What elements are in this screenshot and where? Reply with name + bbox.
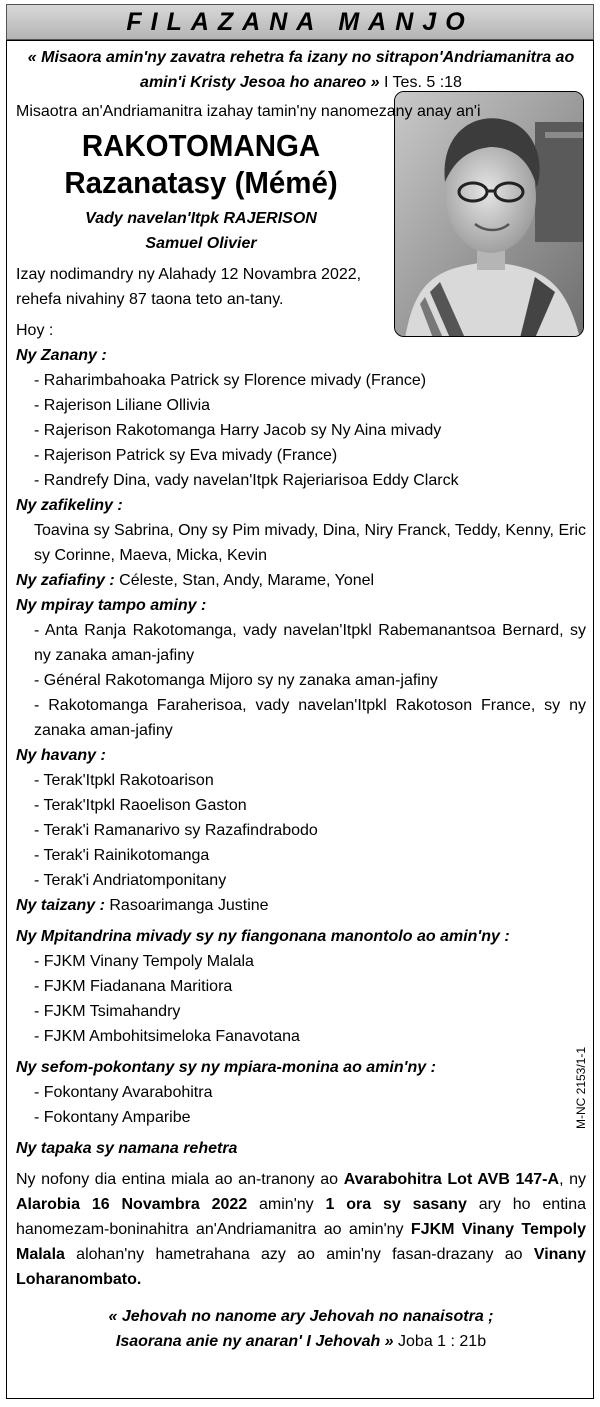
deceased-name-line2: Razanatasy (Mémé) (64, 165, 338, 200)
funeral-text: Ny nofony dia entina miala ao an-tranony ao (16, 1171, 344, 1188)
mpitandrina-label: Ny Mpitandrina mivady sy ny fiangonana manontolo ao amin'ny : (16, 928, 510, 945)
deceased-name-line1: RAKOTOMANGA (81, 128, 321, 163)
zafikeliny-text: Toavina sy Sabrina, Ony sy Pim mivady, Dina, Niry Franck, Teddy, Kenny, Eric sy Corinne, Maeva, Micka, Kevin (34, 522, 586, 564)
funeral-paragraph (16, 1167, 586, 1292)
taizany-text: Rasoarimanga Justine (109, 897, 269, 914)
mpitandrina-item: - FJKM Ambohitsimeloka Fanavotana (34, 1028, 300, 1045)
funeral-text: ary ho entina hanomezam-boninahitra an'Andriamanitra ao amin'ny (16, 1196, 586, 1238)
mpiray-tampo-label: Ny mpiray tampo aminy : (16, 597, 207, 614)
funeral-date: Alarobia 16 Novambra 2022 (16, 1196, 248, 1213)
mpitandrina-item: - FJKM Fiadanana Maritiora (34, 978, 233, 995)
funeral-text: amin'ny (247, 1196, 326, 1213)
mpiray-tampo-item: - Rakotomanga Faraherisoa, vady navelan'Itpkl Rakotoson France, sy ny zanaka aman-jafiny (34, 697, 586, 739)
funeral-time: 1 ora sy sasany (325, 1196, 467, 1213)
tapaka-label: Ny tapaka sy namana rehetra (16, 1140, 238, 1157)
death-line2: rehefa nivahiny 87 taona teto an-tany. (16, 291, 284, 308)
havany-label: Ny havany : (16, 747, 106, 764)
spouse-line2: Samuel Olivier (145, 235, 257, 252)
funeral-burial-place: Vinany Loharanombato. (16, 1246, 586, 1288)
zanany-item: - Rajerison Rakotomanga Harry Jacob sy Ny Aina mivady (34, 422, 442, 439)
zafiafiny-text: Céleste, Stan, Andy, Marame, Yonel (119, 572, 375, 589)
verse-bottom-line2-row (16, 1329, 586, 1354)
havany-item: - Terak'i Ramanarivo sy Razafindrabodo (34, 822, 318, 839)
zanany-item: - Rajerison Liliane Ollivia (34, 397, 211, 414)
sefom-pokontany-item: - Fokontany Avarabohitra (34, 1084, 213, 1101)
verse-bottom-line1: « Jehovah no nanome ary Jehovah no nanaisotra ; (108, 1308, 494, 1325)
taizany-label: Ny taizany : (16, 897, 105, 914)
havany-item: - Terak'Itpkl Raoelison Gaston (34, 797, 247, 814)
zanany-item: - Randrefy Dina, vady navelan'Itpk Rajeriarisoa Eddy Clarck (34, 472, 459, 489)
death-line1: Izay nodimandry ny Alahady 12 Novambra 2022, (16, 266, 362, 283)
funeral-church: FJKM Vinany Tempoly Malala (16, 1221, 586, 1263)
havany-item: - Terak'i Rainikotomanga (34, 847, 210, 864)
reference-code: M-NC 2153/1-1 (574, 1046, 588, 1130)
verse-bottom-ref: Joba 1 : 21b (398, 1333, 487, 1350)
mpitandrina-item: - FJKM Tsimahandry (34, 1003, 181, 1020)
mpitandrina-item: - FJKM Vinany Tempoly Malala (34, 953, 254, 970)
funeral-text: , ny (559, 1171, 587, 1188)
deceased-block (16, 128, 386, 312)
verse-top (16, 45, 586, 95)
taizany-row (16, 893, 586, 918)
zanany-item: - Rajerison Patrick sy Eva mivady (France) (34, 447, 338, 464)
zanany-item: - Raharimbahoaka Patrick sy Florence mivady (France) (34, 372, 427, 389)
zanany-label: Ny Zanany : (16, 347, 107, 364)
hoy-label: Hoy : (16, 322, 54, 339)
zafiafiny-label: Ny zafiafiny : (16, 572, 115, 589)
mpiray-tampo-item: - Anta Ranja Rakotomanga, vady navelan'Itpkl Rabemanantsoa Bernard, sy ny zanaka aman-jafiny (34, 622, 586, 664)
verse-top-text: « Misaora amin'ny zavatra rehetra fa izany no sitrapon'Andriamanitra ao amin'i Kristy Jesoa ho anareo » (27, 49, 575, 91)
sefom-pokontany-item: - Fokontany Amparibe (34, 1109, 191, 1126)
funeral-text: alohan'ny hametrahana azy ao amin'ny fasan-drazany ao (64, 1246, 534, 1263)
zafiafiny-row (16, 568, 586, 593)
sefom-pokontany-label: Ny sefom-pokontany sy ny mpiara-monina ao amin'ny : (16, 1059, 436, 1076)
notice-content (16, 45, 586, 1354)
spouse-line1: Vady navelan'Itpk RAJERISON (85, 210, 317, 227)
havany-item: - Terak'i Andriatomponitany (34, 872, 227, 889)
verse-top-ref: I Tes. 5 :18 (383, 74, 462, 91)
havany-item: - Terak'Itpkl Rakotoarison (34, 772, 214, 789)
banner-title: FILAZANA MANJO (126, 7, 474, 36)
mpiray-tampo-item: - Général Rakotomanga Mijoro sy ny zanaka aman-jafiny (34, 672, 438, 689)
intro-text: Misaotra an'Andriamanitra izahay tamin'ny nanomezany anay an'i (16, 103, 481, 120)
funeral-address: Avarabohitra Lot AVB 147-A (343, 1171, 560, 1188)
banner (6, 4, 594, 40)
verse-bottom-line2: Isaorana anie ny anaran' I Jehovah » (115, 1333, 394, 1350)
zafikeliny-label: Ny zafikeliny : (16, 497, 123, 514)
